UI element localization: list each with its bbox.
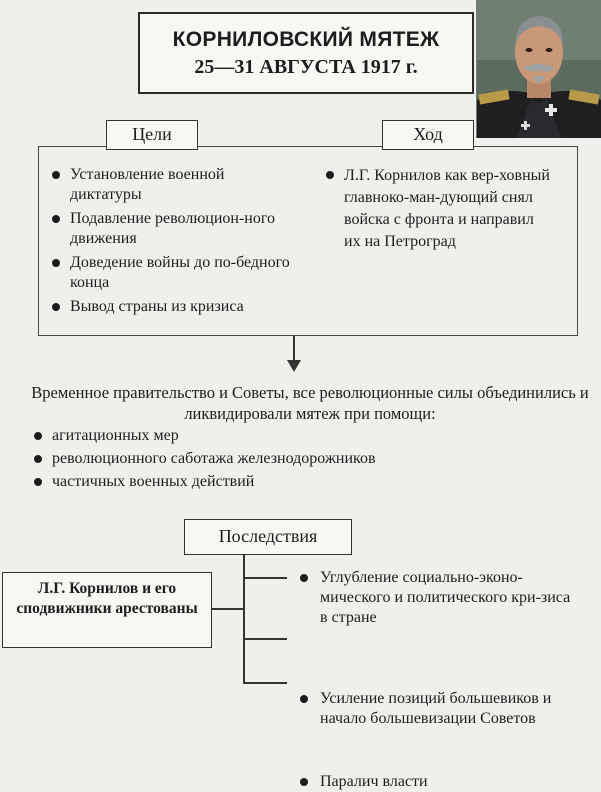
consequences-label: Последствия <box>184 519 352 555</box>
portrait-photo <box>476 0 600 138</box>
connector-line <box>212 608 243 610</box>
goal-item: Подавление революцион-ного движения <box>50 209 290 249</box>
suppression-list <box>32 426 552 495</box>
arrow-down-line <box>293 336 295 362</box>
portrait-general-icon <box>477 0 601 138</box>
title-dates: 25—31 АВГУСТА 1917 г. <box>194 56 418 78</box>
suppression-text: Временное правительство и Советы, все революционные силы объединились и ликвидировали мятеж при помощи: <box>31 383 589 423</box>
title-box <box>138 12 474 94</box>
goal-item: Установление военной диктатуры <box>50 165 290 205</box>
goal-item: Доведение войны до по-бедного конца <box>50 253 290 293</box>
suppression-item: частичных военных действий <box>32 472 552 492</box>
connector-line <box>243 638 287 640</box>
goal-item: Вывод страны из кризиса <box>50 297 290 317</box>
arrested-box: Л.Г. Корнилов и его сподвижники арестованы <box>2 572 212 648</box>
suppression-item: революционного саботажа железнодорожников <box>32 449 552 469</box>
course-label: Ход <box>382 120 474 150</box>
suppression-item: агитационных мер <box>32 426 552 446</box>
goals-label: Цели <box>106 120 198 150</box>
connector-line <box>243 577 287 579</box>
goals-list <box>50 165 290 321</box>
connector-line <box>243 682 287 684</box>
consequences-connector <box>243 555 245 683</box>
title-main: КОРНИЛОВСКИЙ МЯТЕЖ <box>172 28 440 51</box>
course-list <box>324 165 554 257</box>
course-item: Л.Г. Корнилов как вер-ховный главноко-ман-дующий снял войска с фронта и направил их на Петроград <box>324 165 554 253</box>
consequence-item: Усиление позиций большевиков и начало большевизации Советов <box>300 689 580 729</box>
arrow-down-icon <box>287 360 301 372</box>
consequence-item: Углубление социально-эконо-мического и политического кри-зиса в стране <box>300 568 580 628</box>
consequence-item: Паралич власти <box>300 772 580 792</box>
